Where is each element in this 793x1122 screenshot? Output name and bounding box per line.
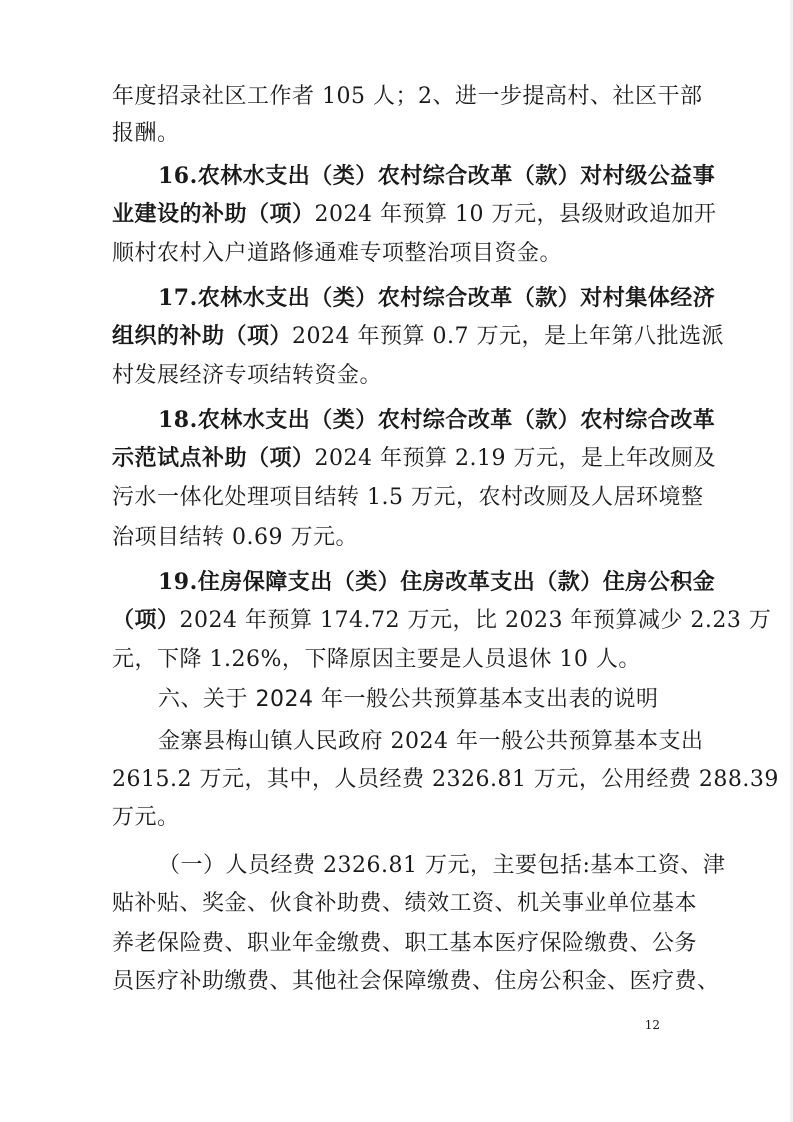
line-text: 污水一体化处理项目结转 1.5 万元，农村改厕及人居环境整: [112, 485, 704, 510]
text-line: [112, 802, 692, 834]
text-line: [112, 928, 698, 960]
item-heading-text: 示范试点补助（项）: [112, 445, 315, 471]
text-line: [112, 238, 692, 270]
line-text: 村发展经济专项结转资金。: [112, 363, 383, 388]
text-line: [112, 81, 703, 113]
line-text: 年度招录社区工作者 105 人；2、进一步提高村、社区干部: [112, 84, 703, 109]
line-text: 19.住房保障支出（类）住房改革支出（款）住房公积金: [158, 569, 716, 595]
text-line: [112, 966, 720, 998]
line-text: 2024 年预算 0.7 万元，是上年第八批选派: [292, 324, 724, 349]
item-heading-text: 业建设的补助（项）: [112, 201, 315, 227]
text-line: [112, 764, 779, 796]
section-6-heading: [158, 684, 666, 716]
text-line: [112, 888, 698, 920]
line-text: 贴补贴、奖金、伙食补助费、绩效工资、机关事业单位基本: [112, 891, 698, 916]
item-heading-text: （项）: [112, 607, 180, 633]
text-line: [112, 522, 692, 554]
line-text: 18.农林水支出（类）农村综合改革（款）农村综合改革: [158, 407, 716, 433]
line-text: 员医疗补助缴费、其他社会保障缴费、住房公积金、医疗费、: [112, 969, 720, 994]
text-line: [158, 850, 726, 882]
line-text: 金寨县梅山镇人民政府 2024 年一般公共预算基本支出: [158, 729, 704, 754]
line-text: 万元。: [112, 805, 180, 830]
item-18-heading: [158, 404, 716, 436]
line-text: 治项目结转 0.69 万元。: [112, 525, 358, 550]
line-text: 17.农林水支出（类）农村综合改革（款）对村集体经济: [158, 285, 716, 311]
line-text: 16.农林水支出（类）农村综合改革（款）对村级公益事: [158, 163, 716, 189]
text-line: [112, 198, 717, 231]
page-number: 12: [644, 1018, 660, 1032]
item-16-heading: [158, 160, 716, 192]
text-line: [112, 118, 692, 150]
line-text: 顺村农村入户道路修通难专项整治项目资金。: [112, 241, 563, 266]
text-line: [112, 644, 692, 676]
line-text: 养老保险费、职业年金缴费、职工基本医疗保险缴费、公务: [112, 931, 698, 956]
text-line: [112, 442, 716, 475]
line-text: 2024 年预算 10 万元，县级财政追加开: [314, 202, 717, 227]
text-line: [112, 604, 772, 637]
item-heading-text: 组织的补助（项）: [112, 323, 293, 349]
line-text: 2024 年预算 2.19 万元，是上年改厕及: [314, 446, 716, 471]
text-line: [112, 482, 704, 514]
item-19-heading: [158, 566, 716, 598]
line-text: 元，下降 1.26%，下降原因主要是人员退休 10 人。: [112, 647, 641, 672]
item-17-heading: [158, 282, 716, 314]
line-text: 六、关于 2024 年一般公共预算基本支出表的说明: [158, 687, 659, 712]
text-line: [112, 320, 724, 353]
text-line: [112, 360, 692, 392]
line-text: 2615.2 万元，其中，人员经费 2326.81 万元，公用经费 288.39: [112, 767, 779, 792]
line-text: 报酬。: [112, 121, 180, 146]
line-text: 2024 年预算 174.72 万元，比 2023 年预算减少 2.23 万: [179, 608, 772, 633]
text-line: [158, 726, 704, 758]
line-text: （一）人员经费 2326.81 万元，主要包括:基本工资、津: [158, 853, 726, 878]
